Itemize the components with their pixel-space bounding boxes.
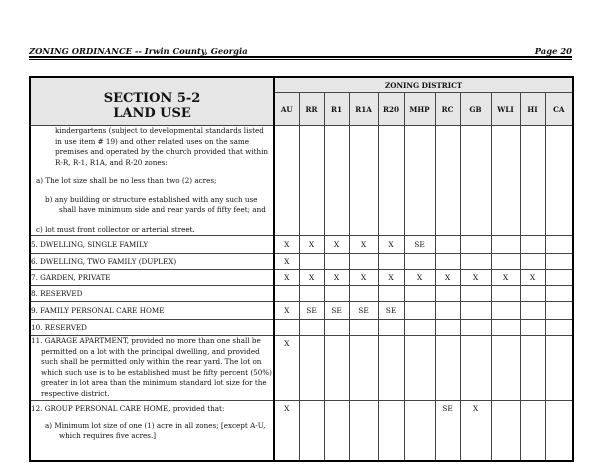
- district-mark: [435, 236, 460, 254]
- table-row: [30, 401, 573, 461]
- district-mark: [378, 254, 404, 270]
- header-rule-thin: [29, 59, 572, 60]
- district-mark: X: [435, 270, 460, 286]
- district-mark: [545, 401, 573, 461]
- table-row: [30, 302, 573, 320]
- district-mark: [349, 254, 378, 270]
- page-header: [29, 41, 572, 56]
- district-mark: X: [324, 270, 349, 286]
- zoning-district-heading: ZONING DISTRICT: [274, 77, 573, 93]
- district-mark: [545, 302, 573, 320]
- district-mark: [299, 254, 324, 270]
- use-label: 5. DWELLING, SINGLE FAMILY: [30, 236, 274, 254]
- district-mark: [349, 401, 378, 461]
- district-mark: [324, 401, 349, 461]
- table-row: [30, 270, 573, 286]
- district-mark: [491, 286, 520, 302]
- district-mark: [435, 302, 460, 320]
- district-mark: X: [349, 270, 378, 286]
- table-cell: [404, 126, 435, 236]
- district-mark: [324, 320, 349, 336]
- district-mark: [435, 320, 460, 336]
- column-header: AU: [274, 93, 299, 126]
- district-mark: SE: [324, 302, 349, 320]
- district-mark: X: [404, 270, 435, 286]
- district-mark: SE: [299, 302, 324, 320]
- page-number: Page 20: [534, 46, 572, 56]
- table-cell: [435, 126, 460, 236]
- district-mark: X: [460, 401, 491, 461]
- condition-a: a) Minimum lot size of one (1) acre in all zones; [except A-U, which requires five acres.]: [45, 420, 266, 440]
- district-mark: X: [349, 236, 378, 254]
- district-mark: [324, 286, 349, 302]
- table-cell: [545, 126, 573, 236]
- district-mark: [349, 336, 378, 401]
- district-mark: SE: [435, 401, 460, 461]
- table-cell: [349, 126, 378, 236]
- district-mark: [545, 270, 573, 286]
- table-row: [30, 236, 573, 254]
- district-mark: [520, 320, 545, 336]
- district-mark: X: [274, 254, 299, 270]
- district-mark: [349, 286, 378, 302]
- table-row: [30, 126, 573, 236]
- table-cell: [274, 126, 299, 236]
- district-mark: [545, 320, 573, 336]
- use-label: 7. GARDEN, PRIVATE: [30, 270, 274, 286]
- district-mark: SE: [349, 302, 378, 320]
- district-mark: [378, 286, 404, 302]
- use-description: [30, 126, 274, 236]
- use-label: 9. FAMILY PERSONAL CARE HOME: [30, 302, 274, 320]
- district-mark: [274, 320, 299, 336]
- district-mark: [491, 320, 520, 336]
- district-mark: X: [274, 236, 299, 254]
- column-header: WLI: [491, 93, 520, 126]
- table-row: [30, 254, 573, 270]
- district-mark: [299, 286, 324, 302]
- district-mark: [299, 401, 324, 461]
- district-mark: [404, 320, 435, 336]
- district-mark: [520, 286, 545, 302]
- district-mark: [520, 302, 545, 320]
- table-cell: [460, 126, 491, 236]
- header-rule: [29, 56, 572, 58]
- district-mark: [404, 302, 435, 320]
- district-mark: [491, 336, 520, 401]
- district-mark: [491, 236, 520, 254]
- district-mark: [520, 254, 545, 270]
- district-mark: [460, 254, 491, 270]
- column-header: HI: [520, 93, 545, 126]
- district-mark: [460, 286, 491, 302]
- use-label: [30, 336, 274, 401]
- district-mark: [545, 254, 573, 270]
- land-use-table: [29, 76, 574, 462]
- district-mark: [460, 302, 491, 320]
- district-mark: [274, 286, 299, 302]
- use-label: 10. RESERVED: [30, 320, 274, 336]
- district-mark: [545, 336, 573, 401]
- continued-text: kindergartens (subject to developmental standards listed in use item # 19) and other related uses on the same premises and operated by the church provided that within R-R, R-1, R1A, and R-20 zones:: [55, 126, 269, 167]
- group-care-home-text: 12. GROUP PERSONAL CARE HOME, provided that:: [31, 404, 225, 413]
- district-mark: X: [299, 236, 324, 254]
- district-mark: X: [274, 302, 299, 320]
- district-mark: [520, 336, 545, 401]
- district-mark: [378, 336, 404, 401]
- district-mark: SE: [404, 236, 435, 254]
- district-mark: X: [378, 270, 404, 286]
- district-mark: [520, 401, 545, 461]
- district-mark: X: [274, 336, 299, 401]
- district-mark: X: [491, 270, 520, 286]
- table-cell: [324, 126, 349, 236]
- section-heading: [30, 77, 274, 126]
- document-title: ZONING ORDINANCE -- Irwin County, Georgia: [29, 46, 248, 56]
- column-header: MHP: [404, 93, 435, 126]
- section-title: SECTION 5-2: [103, 90, 201, 106]
- column-header: GB: [460, 93, 491, 126]
- column-header: R1A: [349, 93, 378, 126]
- column-header: R20: [378, 93, 404, 126]
- column-header: CA: [545, 93, 573, 126]
- district-mark: [324, 254, 349, 270]
- district-mark: [435, 286, 460, 302]
- district-mark: [349, 320, 378, 336]
- district-mark: [404, 254, 435, 270]
- district-mark: [491, 254, 520, 270]
- table-cell: [491, 126, 520, 236]
- district-mark: [491, 302, 520, 320]
- table-row: [30, 286, 573, 302]
- district-mark: [520, 236, 545, 254]
- condition-b: b) any building or structure established with any such use shall have minimum side and rear yards of fifty feet; and: [45, 194, 266, 214]
- district-mark: X: [460, 270, 491, 286]
- garage-apartment-text: 11. GARAGE APARTMENT, provided no more than one shall be permitted on a lot with the principal dwelling, and provided such shall be permitted only within the rear yard. The lot on which such use is to be established must be fifty percent (50%) greater in lot area than the minimum standard lot size for the respective district.: [31, 336, 272, 398]
- district-mark: X: [520, 270, 545, 286]
- use-label: [30, 401, 274, 461]
- table-cell: [299, 126, 324, 236]
- district-mark: X: [324, 236, 349, 254]
- column-header: R1: [324, 93, 349, 126]
- district-mark: [324, 336, 349, 401]
- district-mark: [299, 320, 324, 336]
- district-mark: [460, 236, 491, 254]
- district-mark: [299, 336, 324, 401]
- table-cell: [378, 126, 404, 236]
- district-mark: [378, 401, 404, 461]
- table-row: [30, 320, 573, 336]
- section-subtitle: LAND USE: [113, 105, 191, 121]
- district-mark: [404, 286, 435, 302]
- table-cell: [520, 126, 545, 236]
- condition-c: c) lot must front collector or arterial street.: [36, 224, 195, 234]
- district-mark: [404, 336, 435, 401]
- district-mark: [545, 286, 573, 302]
- district-mark: X: [274, 270, 299, 286]
- district-mark: [435, 336, 460, 401]
- use-label: 8. RESERVED: [30, 286, 274, 302]
- use-label: 6. DWELLING, TWO FAMILY (DUPLEX): [30, 254, 274, 270]
- district-mark: [545, 236, 573, 254]
- district-mark: [378, 320, 404, 336]
- district-mark: [435, 254, 460, 270]
- district-mark: X: [299, 270, 324, 286]
- district-mark: [491, 401, 520, 461]
- district-mark: [460, 320, 491, 336]
- district-mark: X: [274, 401, 299, 461]
- column-header: RC: [435, 93, 460, 126]
- table-row: [30, 336, 573, 401]
- district-mark: [460, 336, 491, 401]
- district-mark: [404, 401, 435, 461]
- district-mark: X: [378, 236, 404, 254]
- column-header: RR: [299, 93, 324, 126]
- condition-a: a) The lot size shall be no less than two (2) acres;: [36, 176, 217, 185]
- district-mark: SE: [378, 302, 404, 320]
